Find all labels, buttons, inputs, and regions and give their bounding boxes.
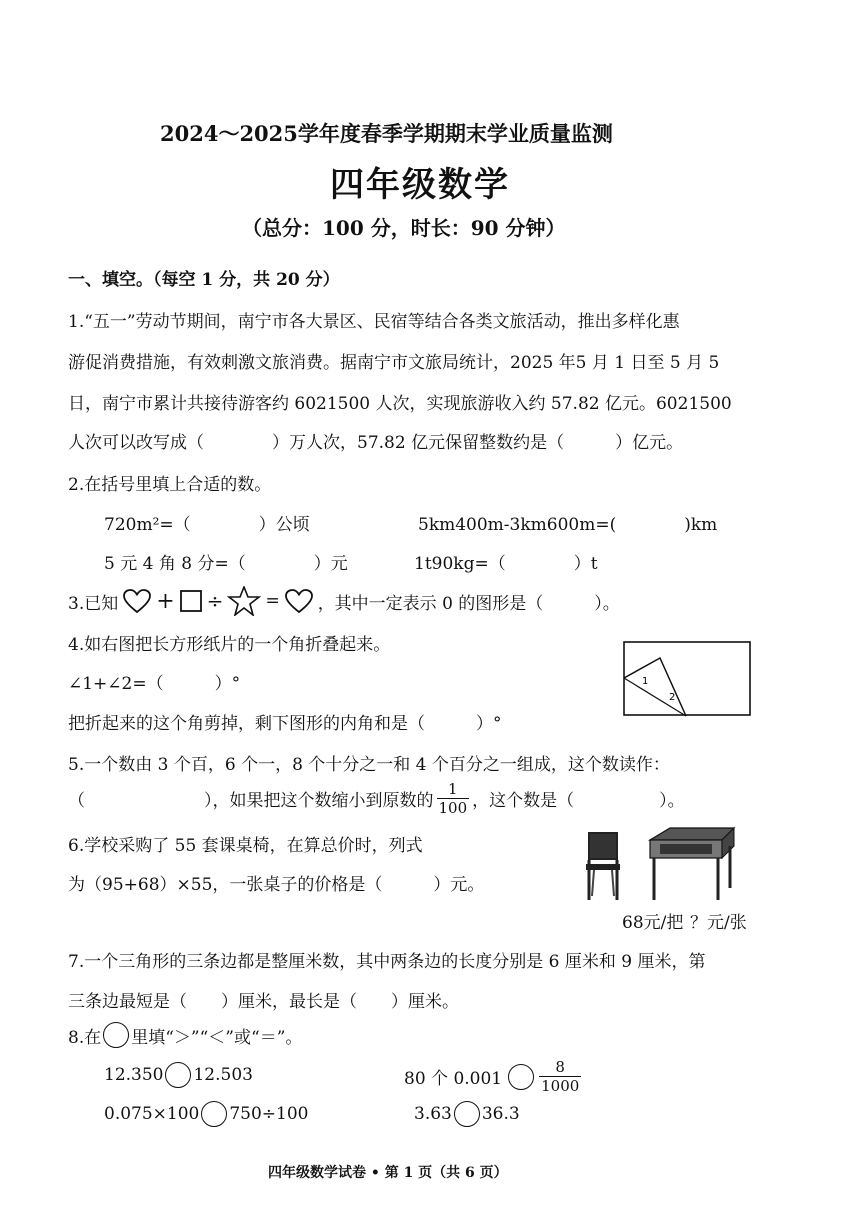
page-footer: 四年级数学试卷 • 第 1 页（共 6 页） <box>268 1165 508 1181</box>
compare-circle-icon <box>103 1022 129 1048</box>
q2-item-a: 720m²=（ ）公顷 <box>104 515 310 535</box>
angle-1-label: 1 <box>642 676 649 687</box>
q6-line2: 为（95+68）×55，一张桌子的价格是（ ）元。 <box>68 875 485 895</box>
q5-line2 <box>68 780 685 817</box>
q4-stem: 4.如右图把长方形纸片的一个角折叠起来。 <box>68 635 391 655</box>
q5-fraction <box>437 780 470 817</box>
q8-c-left: 0.075×100 <box>104 1104 200 1124</box>
q5-part2: ，这个数是（ ）。 <box>472 791 685 811</box>
q3-row <box>68 586 620 616</box>
exam-info: （总分：100 分，时长：90 分钟） <box>242 216 566 240</box>
fraction-denominator: 1000 <box>541 1077 580 1095</box>
folded-rectangle-figure <box>622 640 752 718</box>
fraction-numerator: 8 <box>555 1058 565 1076</box>
q8-d-right: 36.3 <box>481 1104 520 1124</box>
q8-suffix: 里填“＞”“＜”或“＝”。 <box>131 1027 303 1048</box>
q8-item-b <box>404 1058 584 1095</box>
compare-circle-a[interactable] <box>165 1062 191 1088</box>
compare-circle-b[interactable] <box>508 1064 534 1090</box>
q8-prefix: 8.在 <box>68 1027 102 1048</box>
q7-line2: 三条边最短是（ ）厘米，最长是（ ）厘米。 <box>68 992 459 1012</box>
q4-item-b: 把折起来的这个角剪掉，剩下图形的内角和是（ ）° <box>68 714 502 734</box>
section-heading: 一、填空。（每空 1 分，共 20 分） <box>68 270 340 290</box>
q3-suffix: ，其中一定表示 0 的图形是（ ）。 <box>317 593 620 614</box>
q8-item-d <box>414 1101 520 1127</box>
desk-price-label: ？元/张 <box>690 913 747 933</box>
star-icon <box>227 586 261 616</box>
q3-plus: + <box>156 588 175 614</box>
exam-title: 2024～2025学年度春季学期期末学业质量监测 <box>160 121 613 146</box>
q2-item-b: 5km400m-3km600m=( )km <box>418 515 718 535</box>
q8-item-a <box>104 1062 253 1088</box>
q1-line3: 日，南宁市累计共接待游客约 6021500 人次，实现旅游收入约 57.82 亿元。6021500 <box>68 394 732 414</box>
chair-image <box>580 830 626 902</box>
q8-b-left: 80 个 0.001 <box>404 1069 503 1089</box>
q8-d-left: 3.63 <box>414 1104 452 1124</box>
q8-stem <box>68 1022 302 1048</box>
subject-title: 四年级数学 <box>330 165 510 205</box>
chair-price-label: 68元/把 <box>622 913 684 933</box>
q6-line1: 6.学校采购了 55 套课桌椅，在算总价时，列式 <box>68 836 423 856</box>
q7-line1: 7.一个三角形的三条边都是整厘米数，其中两条边的长度分别是 6 厘米和 9 厘米，第 <box>68 952 706 972</box>
compare-circle-c[interactable] <box>201 1101 227 1127</box>
angle-2-label: 2 <box>669 692 676 703</box>
heart-icon <box>284 588 314 614</box>
q1-line2: 游促消费措施，有效刺激文旅消费。据南宁市文旅局统计，2025 年5 月 1 日至 5 月 5 <box>68 353 720 373</box>
fraction-denominator: 100 <box>438 799 468 817</box>
heart-icon <box>122 588 152 614</box>
q8-b-fraction <box>539 1058 581 1095</box>
q8-item-c <box>104 1101 309 1127</box>
q3-div: ÷ <box>206 589 224 613</box>
q5-line1: 5.一个数由 3 个百，6 个一，8 个十分之一和 4 个百分之一组成，这个数读作： <box>68 755 670 775</box>
fraction-numerator: 1 <box>448 780 458 798</box>
q8-a-left: 12.350 <box>104 1065 164 1085</box>
desk-image <box>644 826 736 902</box>
q2-stem: 2.在括号里填上合适的数。 <box>68 475 272 495</box>
q8-a-right: 12.503 <box>193 1065 253 1085</box>
q8-c-right: 750÷100 <box>229 1104 309 1124</box>
q3-prefix: 3.已知 <box>68 593 119 614</box>
q1-line1: 1.“五一”劳动节期间，南宁市各大景区、民宿等结合各类文旅活动，推出多样化惠 <box>68 312 680 332</box>
q2-item-c: 5 元 4 角 8 分=（ ）元 <box>104 554 348 574</box>
square-icon <box>179 589 203 613</box>
q5-part1: （ ），如果把这个数缩小到原数的 <box>68 791 434 811</box>
compare-circle-d[interactable] <box>454 1101 480 1127</box>
q4-item-a: ∠1+∠2=（ ）° <box>68 674 241 694</box>
q2-item-d: 1t90kg=（ ）t <box>414 554 598 574</box>
q1-line4: 人次可以改写成（ ）万人次，57.82 亿元保留整数约是（ ）亿元。 <box>68 433 684 453</box>
q3-eq: = <box>265 591 280 611</box>
